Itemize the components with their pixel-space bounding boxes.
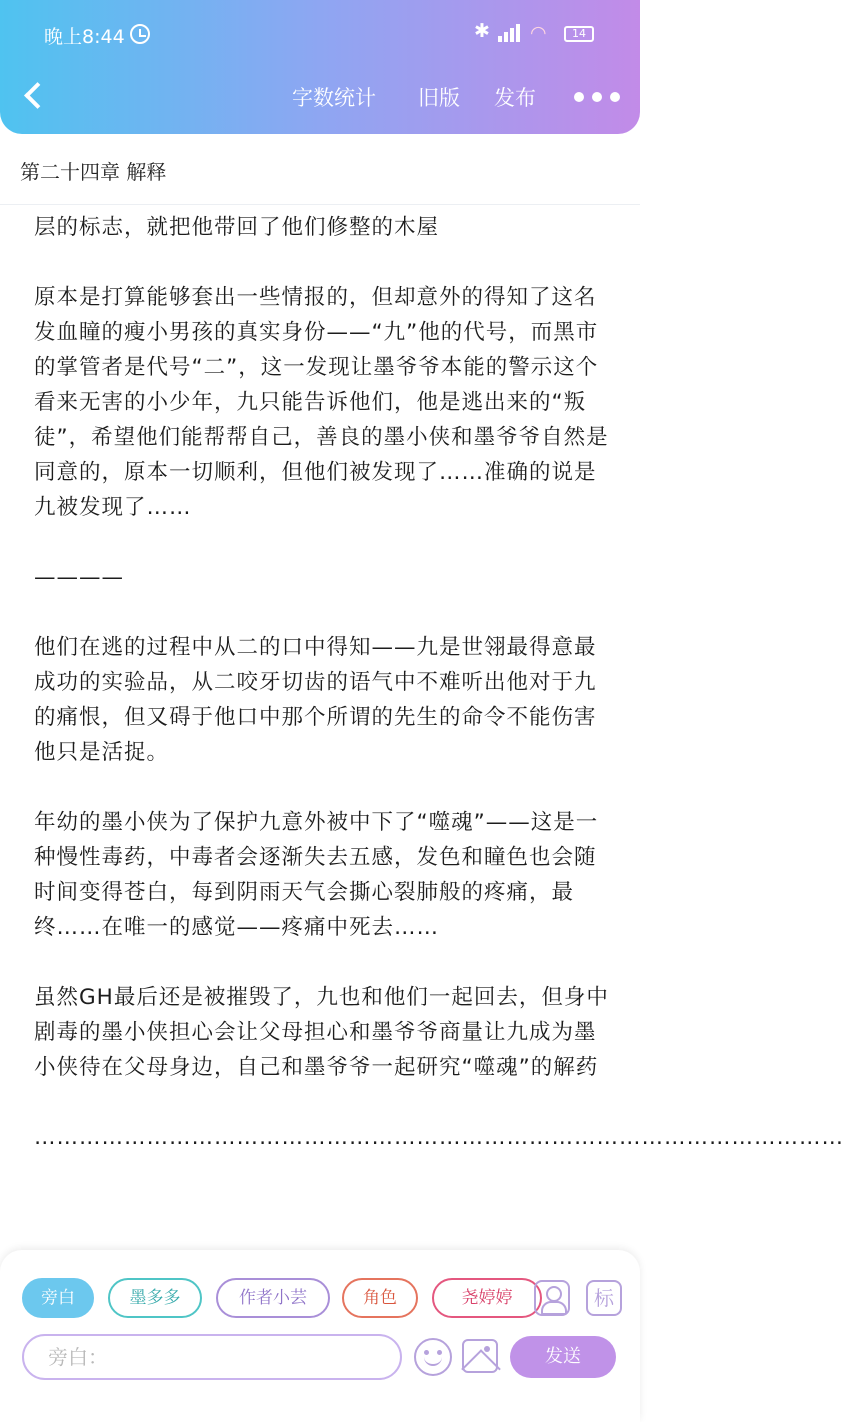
paragraph: 他们在逃的过程中从二的口中得知——九是世翎最得意最成功的实验品，从二咬牙切齿的语气中不难听出他对于九的痛恨，但又碍于他口中那个所谓的先生的命令不能伤害他只是活捉。	[34, 635, 597, 765]
role-chip-character[interactable]: 角色	[342, 1278, 418, 1318]
compose-panel	[0, 1250, 640, 1422]
paragraph: 层的标志，就把他带回了他们修整的木屋	[34, 215, 440, 240]
paragraph: 原本是打算能够套出一些情报的，但却意外的得知了这名发血瞳的瘦小男孩的真实身份——“九”他的代号，而黑市的掌管者是代号“二”，这一发现让墨爷爷本能的警示这个看来无害的小少年，九只能告诉他们，他是逃出来的“叛徒”，希望他们能帮帮自己，善良的墨小侠和墨爷爷自然是同意的，原本一切顺利，但他们被发现了……准确的说是九被发现了……	[34, 285, 609, 520]
person-icon[interactable]	[534, 1280, 570, 1316]
role-chip-yaotingting[interactable]: 尧婷婷	[432, 1278, 542, 1318]
paragraph: 年幼的墨小侠为了保护九意外被中下了“噬魂”——这是一种慢性毒药，中毒者会逐渐失去五感，发色和瞳色也会随时间变得苍白，每到阴雨天气会撕心裂肺般的疼痛，最终……在唯一的感觉——疼痛中死去……	[34, 810, 599, 940]
status-time: 晚上8:44	[44, 26, 125, 48]
message-input[interactable]	[48, 1342, 388, 1372]
back-icon[interactable]	[22, 82, 44, 108]
top-bar	[0, 0, 640, 134]
divider	[0, 204, 640, 205]
bluetooth-icon: ✱	[474, 20, 490, 42]
battery-icon: 14	[564, 26, 594, 42]
paragraph: 虽然GH最后还是被摧毁了，九也和他们一起回去，但身中剧毒的墨小侠担心会让父母担心和墨爷爷商量让九成为墨小侠待在父母身边，自己和墨爷爷一起研究“噬魂”的解药	[34, 985, 609, 1080]
role-chip-author[interactable]: 作者小芸	[216, 1278, 330, 1318]
story-content[interactable]	[34, 208, 844, 1238]
image-icon[interactable]	[462, 1339, 498, 1373]
chapter-title: 第二十四章 解释	[20, 160, 167, 184]
emoji-icon[interactable]	[414, 1338, 452, 1376]
paragraph: ————	[34, 565, 124, 590]
alarm-icon	[130, 24, 150, 44]
role-chip-narrator[interactable]: 旁白	[22, 1278, 94, 1318]
role-chip-moduoduo[interactable]: 墨多多	[108, 1278, 202, 1318]
paragraph: ………………………………………………………………………………………………	[34, 1125, 844, 1150]
old-version-button[interactable]: 旧版	[418, 86, 460, 110]
more-icon[interactable]	[574, 92, 620, 102]
publish-button[interactable]: 发布	[494, 86, 536, 110]
role-chips	[22, 1278, 542, 1322]
nav-bar	[0, 70, 640, 124]
tag-icon[interactable]: 标	[586, 1280, 622, 1316]
signal-icon	[498, 24, 520, 42]
word-count-button[interactable]: 字数统计	[292, 86, 376, 110]
send-button[interactable]: 发送	[510, 1336, 616, 1378]
status-bar	[0, 0, 640, 60]
message-input-wrapper	[22, 1334, 402, 1380]
wifi-icon: ◠	[530, 22, 547, 44]
